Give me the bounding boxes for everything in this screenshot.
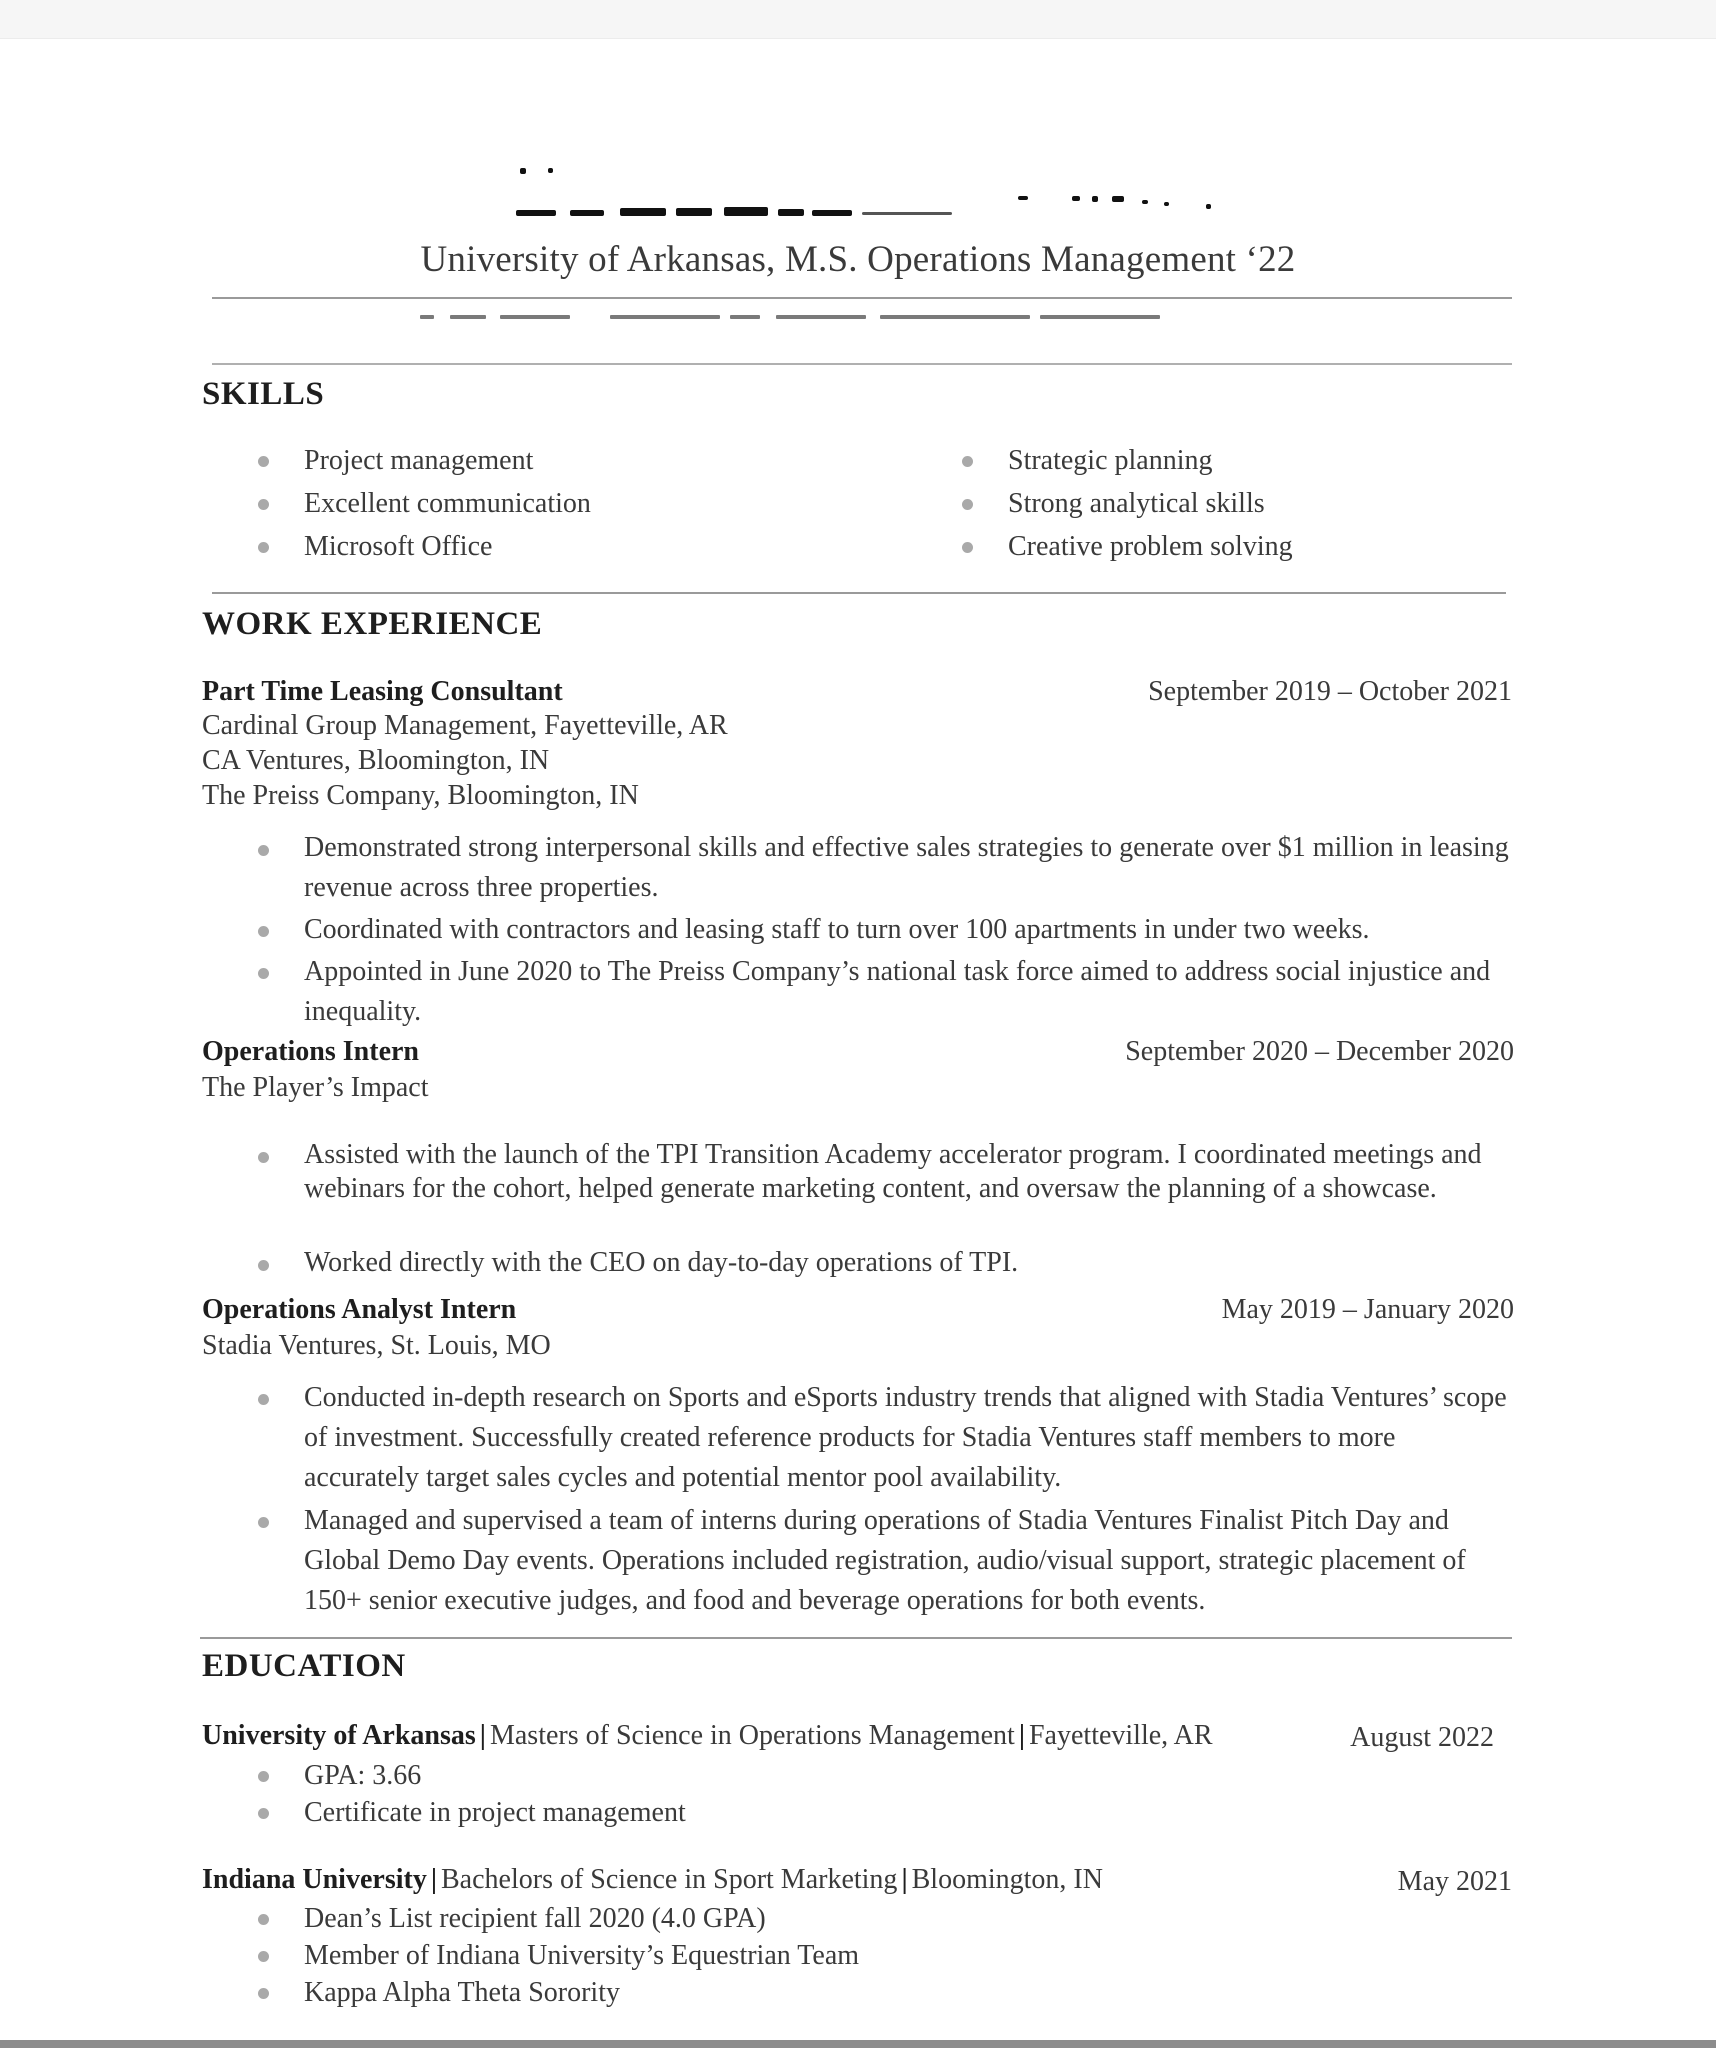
school-name: University of Arkansas: [202, 1720, 476, 1751]
education-heading: EDUCATION: [202, 1648, 406, 1684]
bullet-icon: [258, 1914, 269, 1925]
bullet-icon: [258, 968, 269, 979]
job-bullet: Appointed in June 2020 to The Preiss Company’s national task force aimed to address social injustice and inequality.: [304, 956, 1491, 1027]
section-rule: [200, 1637, 1512, 1639]
education-bullet: Member of Indiana University’s Equestrian Team: [304, 1940, 860, 1971]
skill-item: Microsoft Office: [304, 531, 493, 562]
school-date: May 2021: [1397, 1866, 1512, 1897]
job-dates: September 2020 – December 2020: [1125, 1036, 1514, 1067]
job-dates: September 2019 – October 2021: [1148, 676, 1512, 707]
job-bullet: Worked directly with the CEO on day-to-day operations of TPI.: [304, 1247, 1019, 1278]
school-date: August 2022: [1350, 1722, 1494, 1753]
school-line: [202, 1864, 1103, 1896]
separator: |: [901, 1864, 908, 1895]
school-location: Fayetteville, AR: [1028, 1720, 1213, 1751]
job-org: The Preiss Company, Bloomington, IN: [202, 780, 639, 811]
job-org: CA Ventures, Bloomington, IN: [202, 745, 550, 776]
job-org: Stadia Ventures, St. Louis, MO: [202, 1330, 551, 1361]
skill-item: Excellent communication: [304, 488, 591, 519]
redacted-contact-line: [420, 313, 1210, 321]
viewer-top-band: [0, 0, 1716, 39]
bullet-icon: [258, 1771, 269, 1782]
work-heading: WORK EXPERIENCE: [202, 606, 543, 642]
skill-item: Strong analytical skills: [1008, 488, 1265, 519]
separator: |: [479, 1720, 486, 1751]
skill-item: Project management: [304, 445, 534, 476]
bullet-icon: [258, 1152, 269, 1163]
education-bullet: Dean’s List recipient fall 2020 (4.0 GPA): [304, 1903, 766, 1934]
degree: Bachelors of Science in Sport Marketing: [441, 1864, 898, 1895]
bullet-icon: [962, 499, 973, 510]
bullet-icon: [258, 499, 269, 510]
job-org: The Player’s Impact: [202, 1072, 429, 1103]
bullet-icon: [258, 1951, 269, 1962]
bullet-icon: [258, 845, 269, 856]
bullet-icon: [258, 542, 269, 553]
job-bullet: Conducted in-depth research on Sports and eSports industry trends that aligned with Stadia Ventures’ scope of investment. Successfully created reference products for Stadia Ventures staff members to more accurately target sales cycles and potential mentor pool availability.: [304, 1382, 1507, 1493]
job-title: Part Time Leasing Consultant: [202, 676, 563, 707]
bullet-icon: [962, 542, 973, 553]
bullet-icon: [962, 456, 973, 467]
job-org: Cardinal Group Management, Fayetteville, AR: [202, 710, 728, 741]
job-title: Operations Intern: [202, 1036, 419, 1067]
job-bullet: Managed and supervised a team of interns during operations of Stadia Ventures Finalist Pitch Day and Global Demo Day events. Operations included registration, audio/visual support, strategic placement of 150+ senior executive judges, and food and beverage operations for both events.: [304, 1505, 1466, 1616]
education-bullet: Kappa Alpha Theta Sorority: [304, 1977, 620, 2008]
bullet-icon: [258, 1260, 269, 1271]
section-rule: [212, 592, 1506, 594]
header-subtitle: University of Arkansas, M.S. Operations Management ‘22: [420, 239, 1296, 280]
job-bullet: Assisted with the launch of the TPI Transition Academy accelerator program. I coordinated meetings and webinars for the cohort, helped generate marketing content, and oversaw the planning of a showcase.: [304, 1139, 1482, 1204]
bullet-icon: [258, 926, 269, 937]
job-dates: May 2019 – January 2020: [1221, 1294, 1514, 1325]
job-bullet: Demonstrated strong interpersonal skills and effective sales strategies to generate over $1 million in leasing revenue across three properties.: [304, 832, 1509, 903]
job-bullet: Coordinated with contractors and leasing staff to turn over 100 apartments in under two weeks.: [304, 914, 1370, 945]
school-location: Bloomington, IN: [911, 1864, 1103, 1895]
bullet-icon: [258, 1808, 269, 1819]
job-title: Operations Analyst Intern: [202, 1294, 517, 1325]
education-bullet: GPA: 3.66: [304, 1760, 422, 1791]
redacted-name-scribble: [512, 166, 1212, 216]
separator: |: [430, 1864, 437, 1895]
bullet-icon: [258, 456, 269, 467]
skills-heading: SKILLS: [202, 376, 325, 412]
skill-item: Strategic planning: [1008, 445, 1213, 476]
header-rule-bottom: [212, 363, 1512, 365]
viewer-bottom-band: [0, 2040, 1716, 2048]
school-name: Indiana University: [202, 1864, 427, 1895]
bullet-icon: [258, 1988, 269, 1999]
header-rule-top: [212, 297, 1512, 299]
school-line: [202, 1720, 1213, 1752]
bullet-icon: [258, 1394, 269, 1405]
skill-item: Creative problem solving: [1008, 531, 1293, 562]
education-bullet: Certificate in project management: [304, 1797, 686, 1828]
degree: Masters of Science in Operations Management: [489, 1720, 1015, 1751]
separator: |: [1018, 1720, 1025, 1751]
bullet-icon: [258, 1517, 269, 1528]
